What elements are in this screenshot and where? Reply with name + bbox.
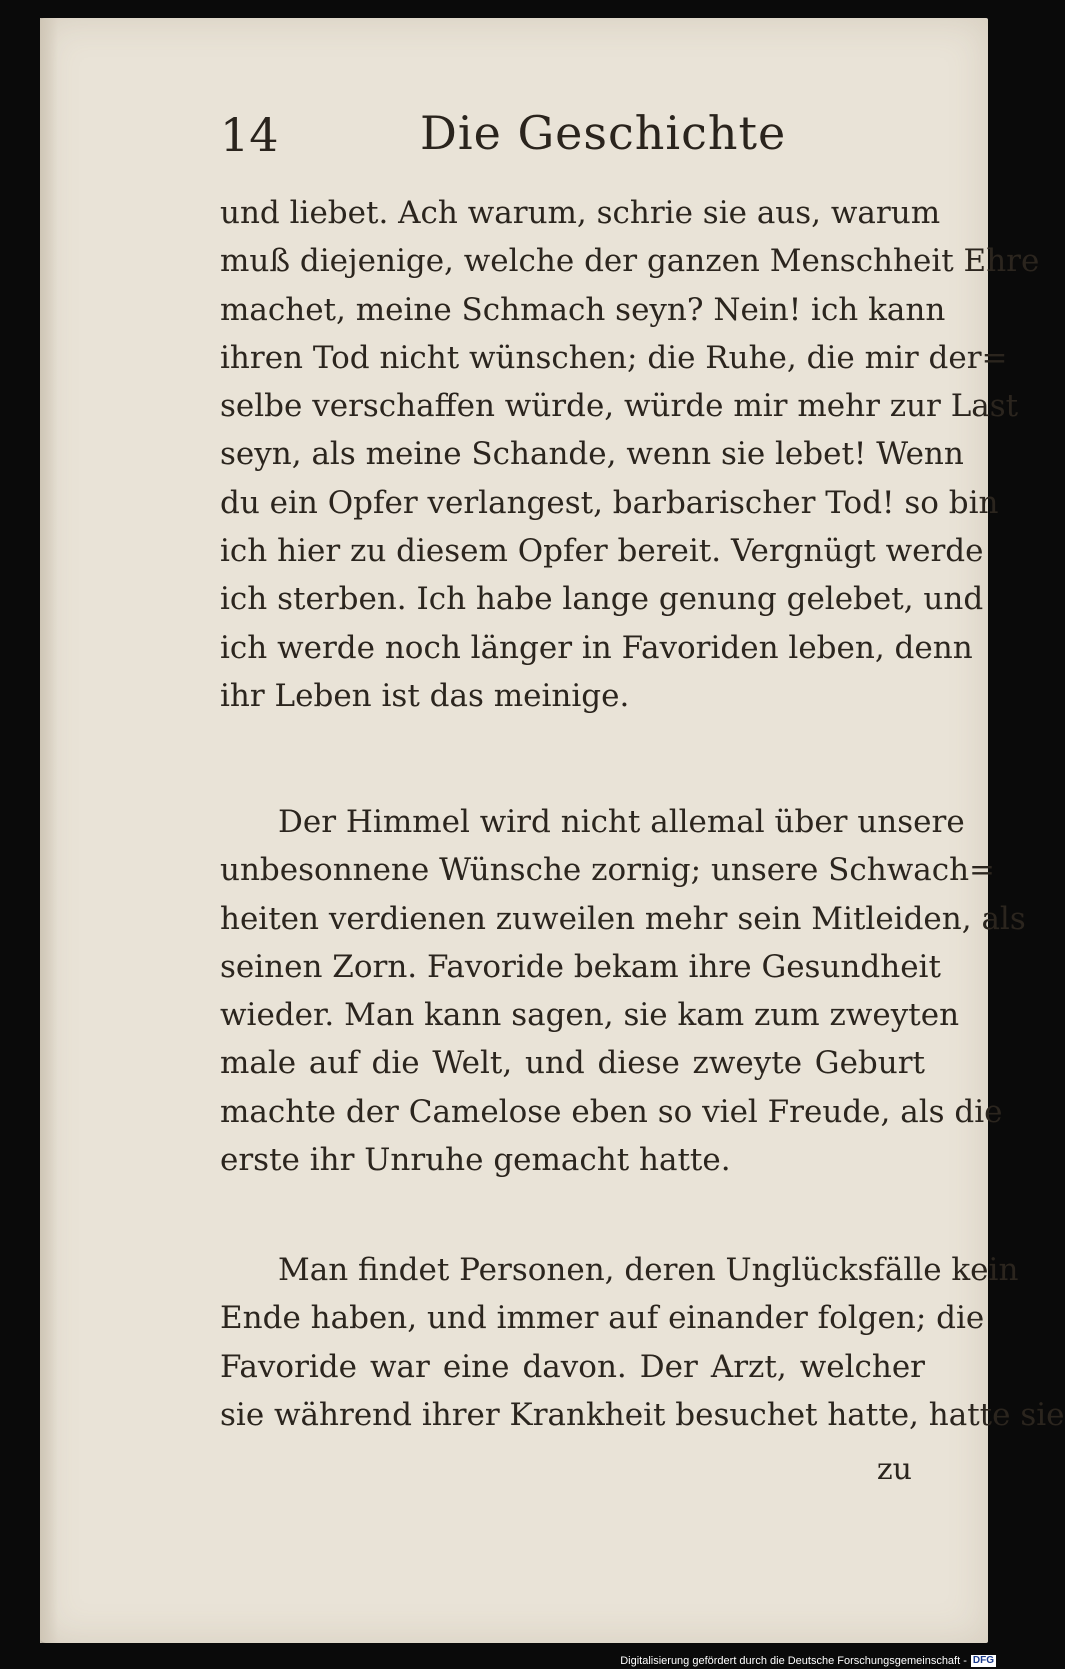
page-binding-shadow bbox=[40, 18, 58, 1643]
page-number: 14 bbox=[220, 108, 279, 162]
text-line: ich hier zu diesem Opfer bereit. Vergnügt werde bbox=[220, 533, 984, 570]
text-line: wieder. Man kann sagen, sie kam zum zweyten bbox=[220, 997, 960, 1034]
dfg-logo-icon: DFG bbox=[972, 1655, 994, 1666]
text-line: Der Himmel wird nicht allemal über unsere bbox=[278, 804, 965, 840]
text-line: Man findet Personen, deren Unglücksfälle kein bbox=[278, 1252, 1019, 1288]
paragraph-2 bbox=[220, 798, 1026, 1184]
text-line: heiten verdienen zuweilen mehr sein Mitleiden, als bbox=[220, 900, 1026, 937]
text-line: ihr Leben ist das meinige. bbox=[220, 677, 630, 714]
text-line: machte der Camelose eben so viel Freude, als die bbox=[220, 1093, 1003, 1130]
text-line: ich sterben. Ich habe lange genung gelebet, und bbox=[220, 581, 984, 618]
text-line: Favoride war eine davon. Der Arzt, welcher bbox=[220, 1348, 925, 1385]
page-header bbox=[220, 100, 920, 170]
text-line: ihren Tod nicht wünschen; die Ruhe, die mir der= bbox=[220, 339, 1008, 376]
digitization-footer bbox=[620, 1655, 996, 1667]
text-line: ich werde noch länger in Favoriden leben, denn bbox=[220, 629, 973, 666]
text-line: muß diejenige, welche der ganzen Menschheit Ehre bbox=[220, 243, 1040, 280]
text-line: machet, meine Schmach seyn? Nein! ich kann bbox=[220, 291, 946, 328]
text-line: male auf die Welt, und diese zweyte Geburt bbox=[220, 1045, 925, 1082]
paragraph-3 bbox=[220, 1246, 1065, 1439]
text-line: Ende haben, und immer auf einander folgen; die bbox=[220, 1300, 985, 1337]
catchword: zu bbox=[876, 1452, 912, 1487]
text-line: unbesonnene Wünsche zornig; unsere Schwach= bbox=[220, 852, 996, 889]
running-title: Die Geschichte bbox=[420, 106, 787, 160]
text-line: seinen Zorn. Favoride bekam ihre Gesundheit bbox=[220, 948, 941, 985]
text-line: erste ihr Unruhe gemacht hatte. bbox=[220, 1142, 731, 1179]
text-line: seyn, als meine Schande, wenn sie lebet! Wenn bbox=[220, 436, 964, 473]
paragraph-1 bbox=[220, 189, 1040, 720]
text-line: und liebet. Ach warum, schrie sie aus, warum bbox=[220, 195, 941, 231]
text-line: du ein Opfer verlangest, barbarischer Tod! so bin bbox=[220, 484, 999, 521]
footer-credit: Digitalisierung gefördert durch die Deutsche Forschungsgemeinschaft - bbox=[620, 1655, 967, 1667]
text-line: selbe verschaffen würde, würde mir mehr zur Last bbox=[220, 388, 1019, 425]
text-line: sie während ihrer Krankheit besuchet hatte, hatte sie bbox=[220, 1396, 1065, 1433]
